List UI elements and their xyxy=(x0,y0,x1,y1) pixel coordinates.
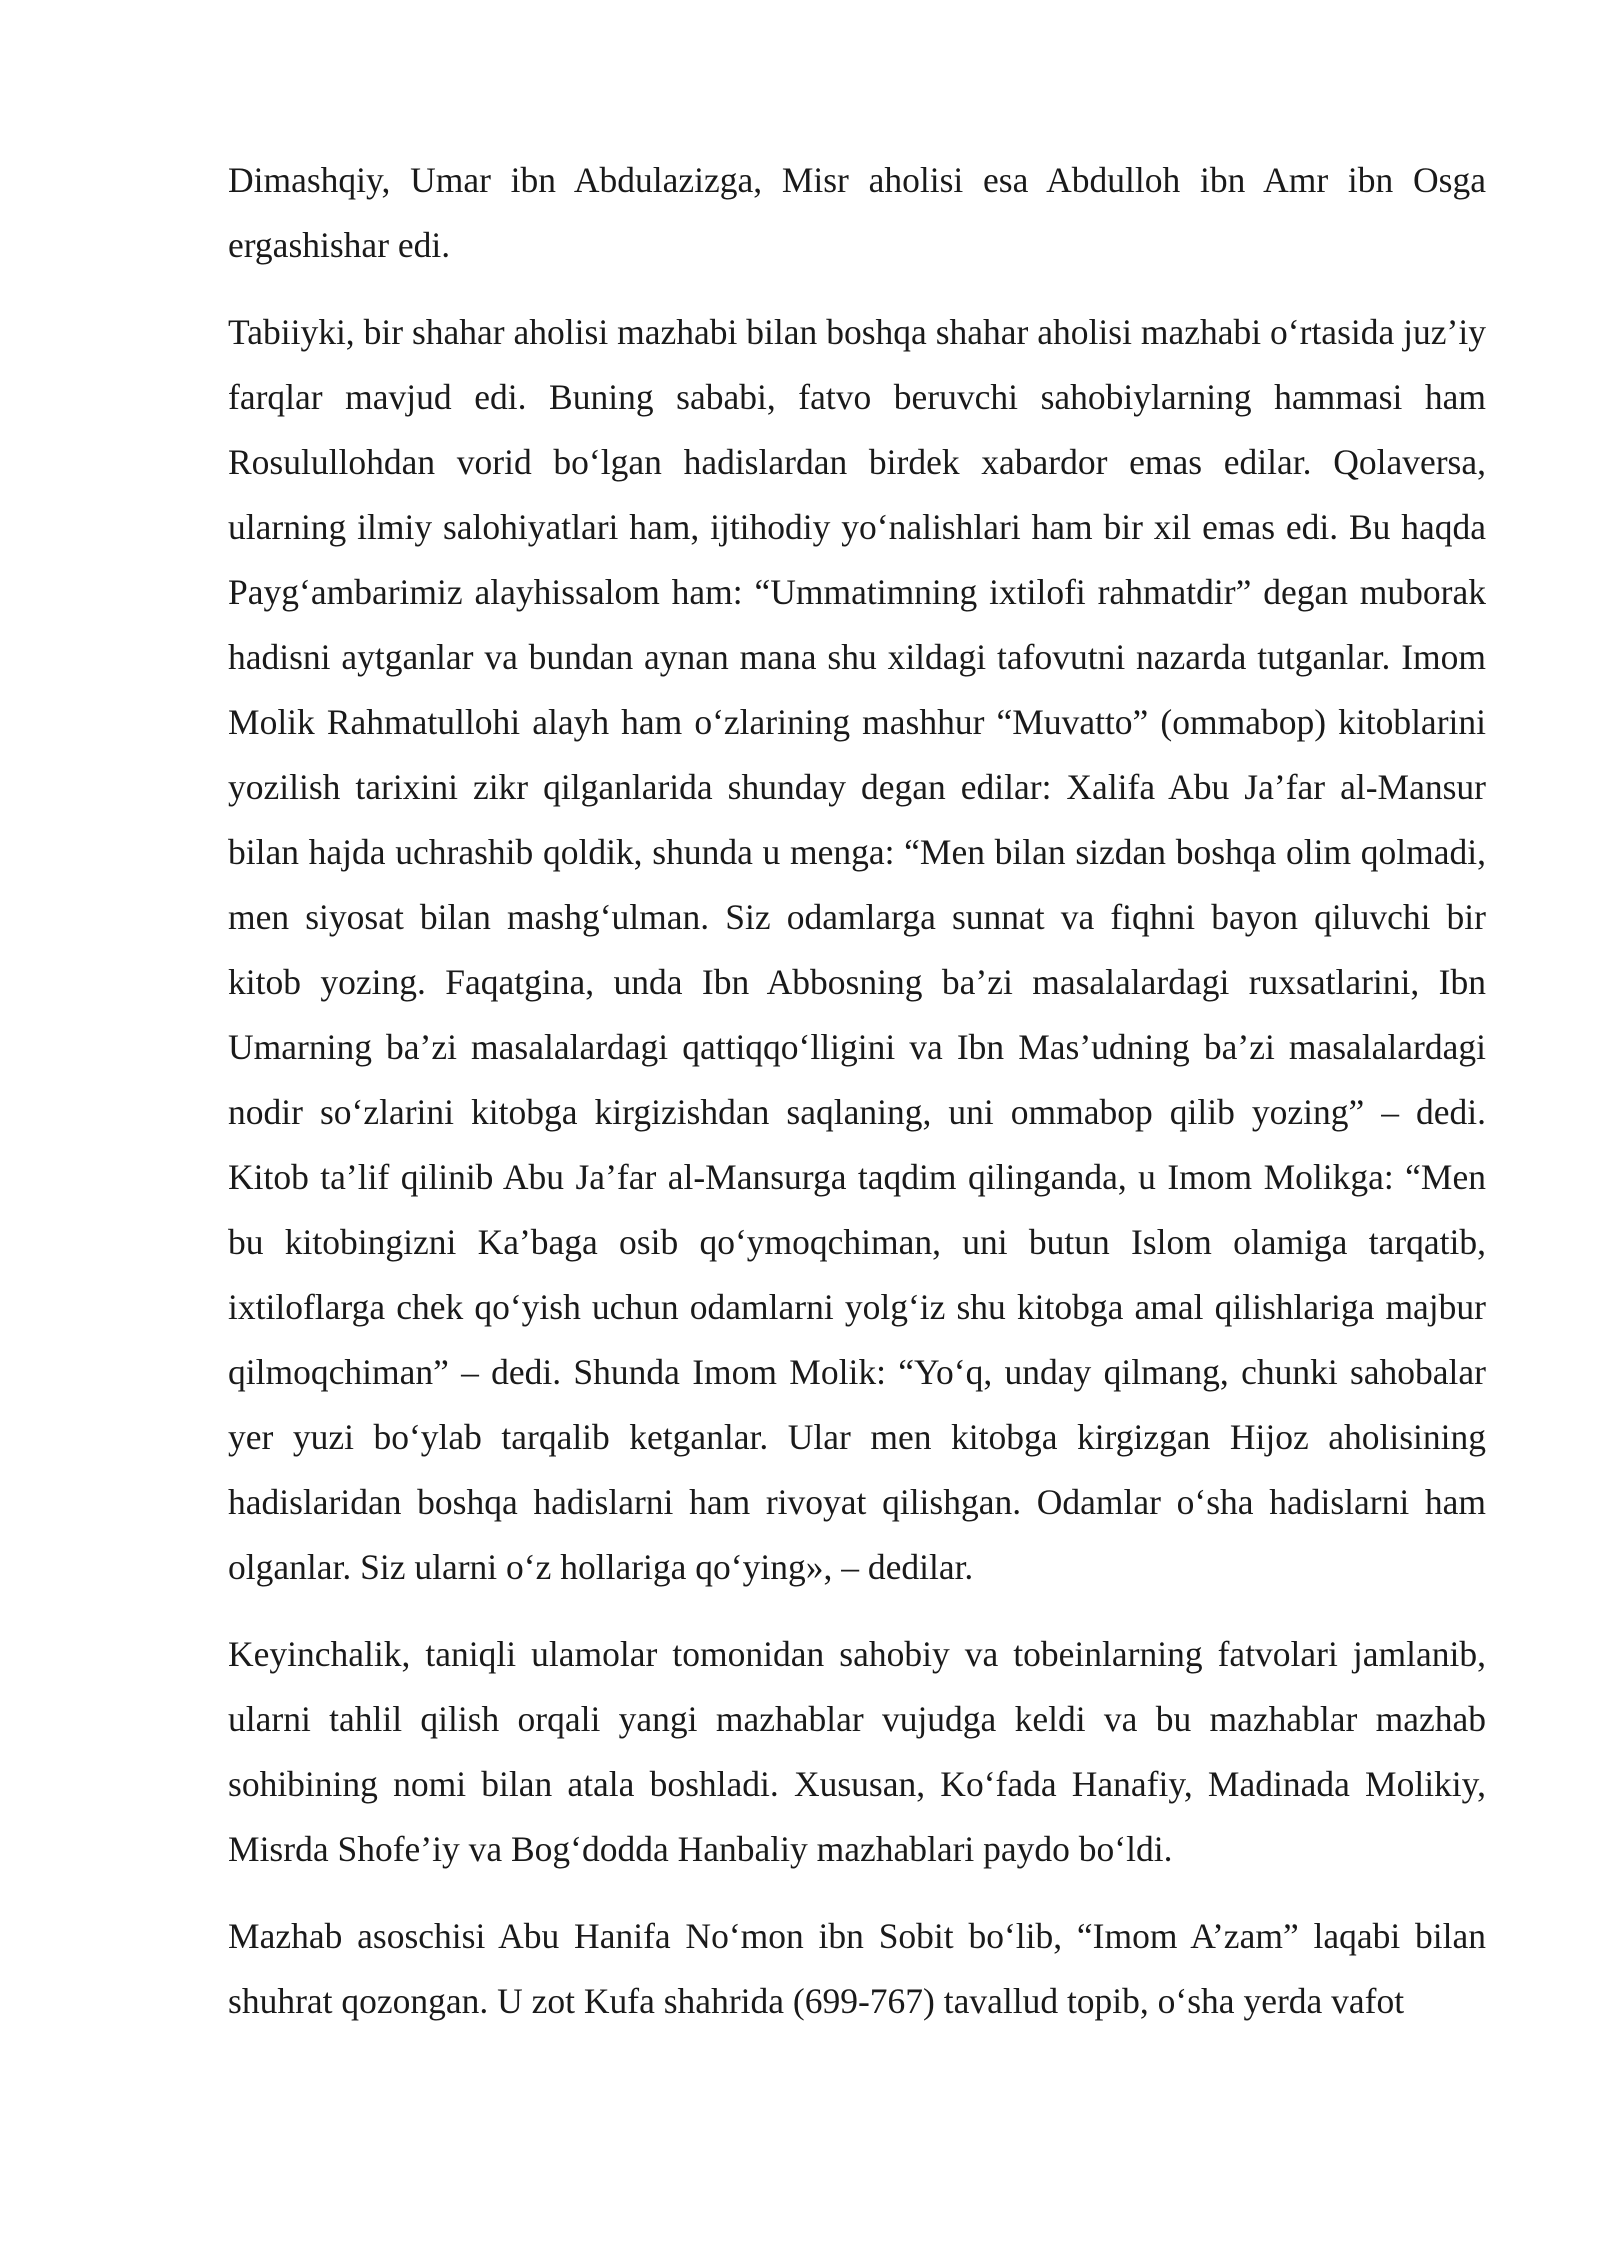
paragraph-3: Keyinchalik, taniqli ulamolar tomonidan sahobiy va tobeinlarning fatvolari jamlanib, ularni tahlil qilish orqali yangi mazhablar vujudga keldi va bu mazhablar mazhab sohibining nomi bilan atala boshladi. Xususan, Ko‘fada Hanafiy, Madinada Molikiy, Misrda Shofe’iy va Bog‘dodda Hanbaliy mazhablari paydo bo‘ldi. xyxy=(228,1634,1486,1869)
paragraph-2: Tabiiyki, bir shahar aholisi mazhabi bilan boshqa shahar aholisi mazhabi o‘rtasida juz’iy farqlar mavjud edi. Buning sababi, fatvo beruvchi sahobiylarning hammasi ham Rosulullohdan vorid bo‘lgan hadislardan birdek xabardor emas edilar. Qolaversa, ularning ilmiy salohiyatlari ham, ijtihodiy yo‘nalishlari ham bir xil emas edi. Bu haqda Payg‘ambarimiz alayhissalom ham: “Ummatimning ixtilofi rahmatdir” degan muborak hadisni aytganlar va bundan aynan mana shu xildagi tafovutni nazarda tutganlar. Imom Molik Rahmatullohi alayh ham o‘zlarining mashhur “Muvatto” (ommabop) kitoblarini yozilish tarixini zikr qilganlarida shunday degan edilar: Xalifa Abu Ja’far al-Mansur bilan hajda uchrashib qoldik, shunda u menga: “Men bilan sizdan boshqa olim qolmadi, men siyosat bilan mashg‘ulman. Siz odamlarga sunnat va fiqhni bayon qiluvchi bir kitob yozing. Faqatgina, unda Ibn Abbosning ba’zi masalalardagi ruxsatlarini, Ibn Umarning ba’zi masalalardagi qattiqqo‘lligini va Ibn Mas’udning ba’zi masalalardagi nodir so‘zlarini kitobga kirgizishdan saqlaning, uni ommabop qilib yozing” – dedi. Kitob ta’lif qilinib Abu Ja’far al-Mansurga taqdim qilinganda, u Imom Molikga: “Men bu kitobingizni Ka’baga osib qo‘ymoqchiman, uni butun Islom olamiga tarqatib, ixtiloflarga chek qo‘yish uchun odamlarni yolg‘iz shu kitobga amal qilishlariga majbur qilmoqchiman” – dedi. Shunda Imom Molik: “Yo‘q, unday qilmang, chunki sahobalar yer yuzi bo‘ylab tarqalib ketganlar. Ular men kitobga kirgizgan Hijoz aholisining hadislaridan boshqa hadislarni ham rivoyat qilishgan. Odamlar o‘sha hadislarni ham olganlar. Siz ularni o‘z hollariga qo‘ying», – dedilar. xyxy=(228,312,1486,1587)
document-page xyxy=(228,148,1486,2056)
paragraph-1: Dimashqiy, Umar ibn Abdulazizga, Misr aholisi esa Abdulloh ibn Amr ibn Osga ergashishar edi. xyxy=(228,160,1486,265)
paragraph-4: Mazhab asoschisi Abu Hanifa No‘mon ibn Sobit bo‘lib, “Imom A’zam” laqabi bilan shuhrat qozongan. U zot Kufa shahrida (699-767) tavallud topib, o‘sha yerda vafot xyxy=(228,1916,1486,2021)
